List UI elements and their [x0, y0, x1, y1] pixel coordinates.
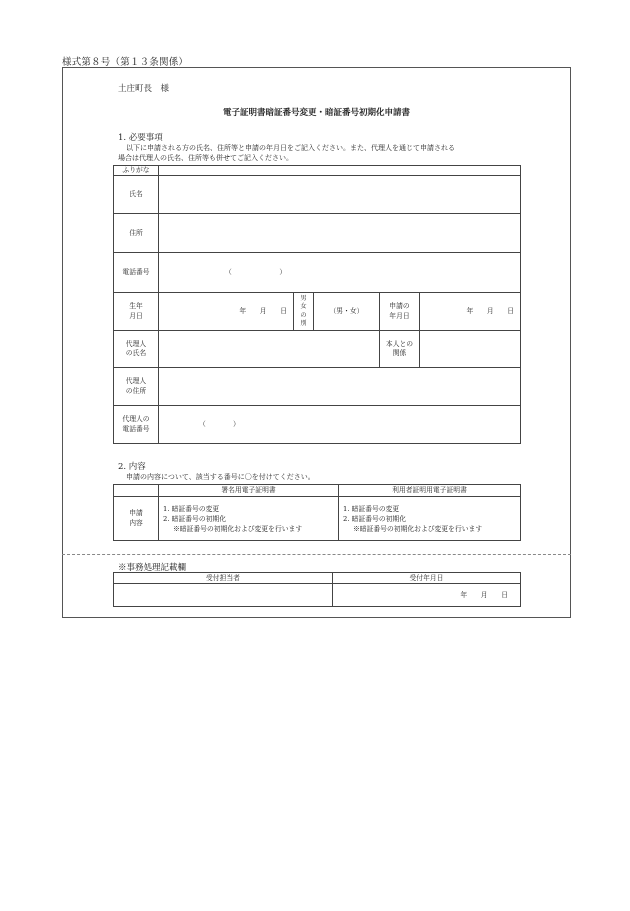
section2-note: 申請の内容について、該当する番号に〇を付けてください。	[126, 473, 315, 481]
user-option-reset[interactable]: 2. 暗証番号の初期化	[343, 514, 407, 523]
sign-option-reset[interactable]: 2. 暗証番号の初期化	[163, 514, 227, 523]
office-divider	[62, 554, 571, 555]
address-label: 住所	[114, 214, 159, 253]
furigana-label: ふりがな	[114, 166, 159, 176]
section1-note-line2: 場合は代理人の氏名、住所等も併せてご記入ください。	[118, 154, 293, 162]
relation-field[interactable]	[420, 331, 521, 368]
agent-address-field[interactable]	[159, 368, 521, 406]
user-cert-options	[339, 497, 521, 541]
form-title: 電子証明書暗証番号変更・暗証番号初期化申請書	[222, 108, 410, 118]
relation-label: 本人との 関係	[380, 331, 420, 368]
sign-option-change[interactable]: 1. 暗証番号の変更	[163, 504, 220, 513]
phone-label: 電話番号	[114, 253, 159, 293]
sign-option-note: ※暗証番号の初期化および変更を行います	[173, 524, 303, 533]
application-date-label: 申請の 年月日	[380, 293, 420, 331]
sign-cert-options	[159, 497, 339, 541]
agent-name-label: 代理人 の氏名	[114, 331, 159, 368]
birthdate-label: 生年 月日	[114, 293, 159, 331]
request-corner-cell	[114, 485, 159, 497]
reception-staff-field[interactable]	[114, 584, 333, 607]
agent-address-label: 代理人 の住所	[114, 368, 159, 406]
request-table	[113, 484, 521, 541]
address-field[interactable]	[159, 214, 521, 253]
user-option-note: ※暗証番号の初期化および変更を行います	[353, 524, 483, 533]
name-field[interactable]	[159, 176, 521, 214]
sex-label: 男 女 の 別	[294, 293, 314, 331]
section1-note-line1: 以下に申請される方の氏名、住所等と申請の年月日をご記入ください。また、代理人を通じて申請される	[126, 144, 455, 152]
request-content-label: 申請 内容	[114, 497, 159, 541]
addressee: 土庄町長 様	[118, 84, 170, 94]
section2-heading: 2. 内容	[118, 462, 146, 472]
user-cert-header: 利用者証明用電子証明書	[339, 485, 521, 497]
user-option-change[interactable]: 1. 暗証番号の変更	[343, 504, 400, 513]
office-heading: ※事務処理記載欄	[118, 563, 187, 573]
section1-heading: 1. 必要事項	[118, 133, 163, 143]
name-label: 氏名	[114, 176, 159, 214]
reception-staff-header: 受付担当者	[114, 573, 333, 584]
agent-phone-field[interactable]: （ ）	[159, 406, 521, 444]
applicant-table	[113, 165, 521, 444]
sex-field[interactable]: （男・女）	[314, 293, 380, 331]
agent-name-field[interactable]	[159, 331, 380, 368]
birthdate-field[interactable]: 年 月 日	[159, 293, 294, 331]
furigana-field[interactable]	[159, 166, 521, 176]
agent-phone-label: 代理人の 電話番号	[114, 406, 159, 444]
reception-date-field[interactable]: 年 月 日	[333, 584, 521, 607]
reception-date-header: 受付年月日	[333, 573, 521, 584]
phone-paren: （ ）	[225, 268, 287, 276]
application-date-field[interactable]: 年 月 日	[420, 293, 521, 331]
form-number: 様式第８号（第１３条関係）	[62, 57, 189, 68]
office-table	[113, 572, 521, 607]
sign-cert-header: 署名用電子証明書	[159, 485, 339, 497]
phone-field[interactable]	[159, 253, 521, 293]
